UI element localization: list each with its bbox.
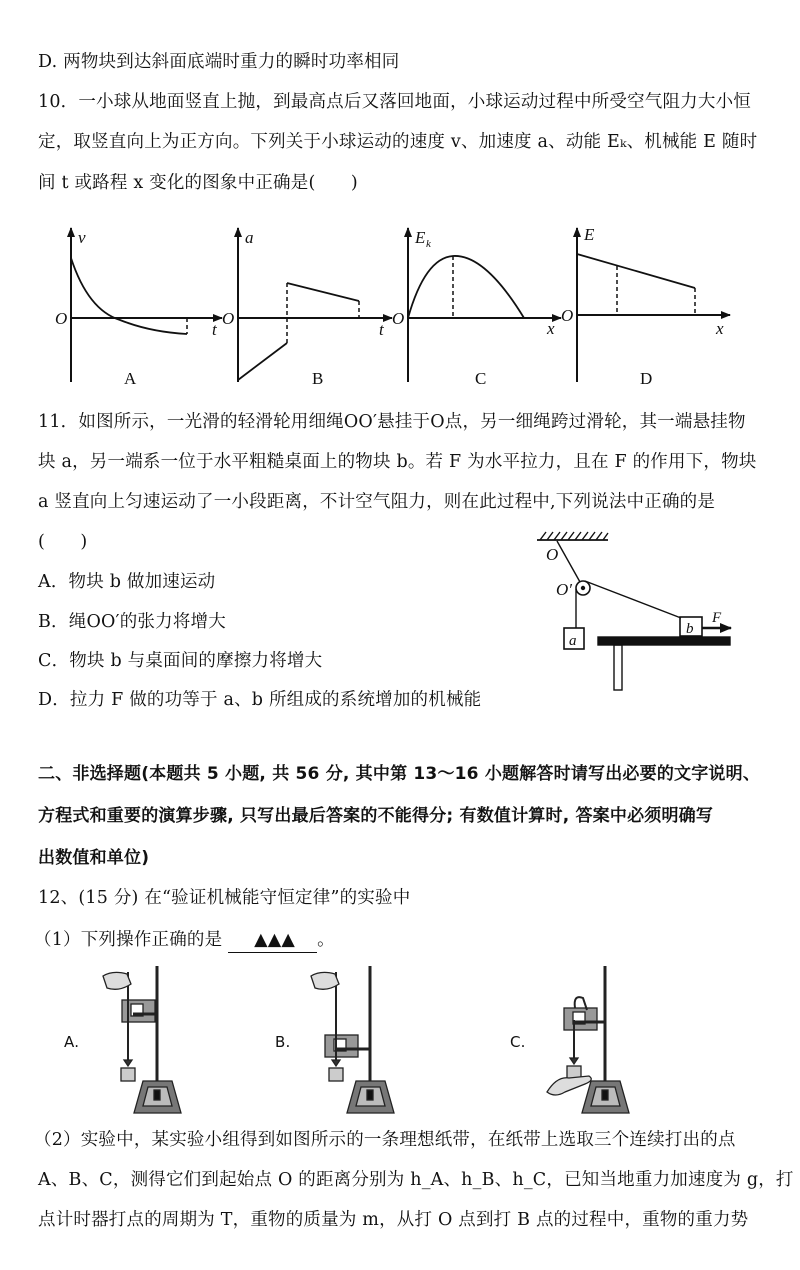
- graph-d-ylabel: E: [584, 225, 595, 244]
- graph-b-xlabel: t: [379, 320, 384, 339]
- graph-d-origin: O: [561, 306, 574, 325]
- section2-line: 出数值和单位): [38, 848, 150, 868]
- q10-line: 定，取竖直向上为正方向。下列关于小球运动的速度 v、加速度 a、动能 Eₖ、机械能 E 随时: [38, 132, 758, 152]
- q11-line: 块 a，另一端系一位于水平粗糙桌面上的物块 b。若 F 为水平拉力，且在 F 的作用下，物块: [38, 452, 757, 472]
- choice-a-label: A.: [64, 1033, 80, 1051]
- q9-option-d: D. 两物块到达斜面底端时重力的瞬时功率相同: [38, 52, 400, 72]
- q11-option-d: D．拉力 F 做的功等于 a、b 所组成的系统增加的机械能: [38, 690, 482, 710]
- apparatus-a: [103, 966, 181, 1113]
- table-top: [598, 637, 730, 645]
- section2-line: 二、非选择题(本题共 5 小题, 共 56 分, 其中第 13～16 小题解答时请写出必要的文字说明、: [38, 764, 761, 784]
- graph-b-origin: O: [222, 309, 235, 328]
- q11-option-c: C．物块 b 与桌面间的摩擦力将增大: [38, 651, 323, 671]
- q12-part1-suffix: 。: [317, 930, 335, 950]
- graph-d-label: D: [640, 369, 653, 388]
- choice-b-label: B.: [275, 1033, 291, 1051]
- graph-a-ylabel: v: [78, 228, 86, 247]
- q11-line: 11．如图所示，一光滑的轻滑轮用细绳OO′悬挂于O点，另一细绳跨过滑轮，其一端悬挂物: [38, 412, 746, 432]
- graph-c: [408, 228, 561, 382]
- block-b-label: b: [686, 621, 694, 637]
- section2-line: 方程式和重要的演算步骤, 只写出最后答案的不能得分; 有数值计算时, 答案中必须明确写: [38, 806, 714, 826]
- pulley-figure: [537, 532, 731, 690]
- q12-part2-line: A、B、C，测得它们到起始点 O 的距离分别为 h_A、h_B、h_C，已知当地重力加速度为 g，打: [38, 1170, 794, 1190]
- graph-a: [71, 228, 222, 382]
- q11-option-b: B．绳OO′的张力将增大: [38, 612, 226, 632]
- point-o-label: O: [546, 545, 559, 564]
- q11-line: a 竖直向上匀速运动了一小段距离，不计空气阻力，则在此过程中,下列说法中正确的是: [38, 492, 716, 512]
- graph-a-origin: O: [55, 309, 68, 328]
- apparatus-b: [311, 966, 394, 1113]
- graph-c-label: C: [475, 369, 487, 388]
- choice-c-label: C.: [510, 1033, 526, 1051]
- q12-part2-line: 点计时器打点的周期为 T，重物的质量为 m，从打 O 点到打 B 点的过程中，重物的重力势: [38, 1210, 749, 1230]
- table-leg: [614, 645, 622, 690]
- graph-c-ysub: k: [426, 238, 431, 250]
- q12-title: 12、(15 分) 在“验证机械能守恒定律”的实验中: [38, 888, 411, 908]
- graph-d: [577, 228, 730, 382]
- graph-b-label: B: [312, 369, 324, 388]
- apparatus-c: [547, 966, 629, 1113]
- q10-line: 间 t 或路程 x 变化的图象中正确是( ): [38, 173, 358, 193]
- graph-c-origin: O: [392, 309, 405, 328]
- q10-line: 10．一小球从地面竖直上抛，到最高点后又落回地面，小球运动过程中所受空气阻力大小恒: [38, 92, 751, 112]
- graph-c-ylabel: E: [415, 228, 426, 247]
- graph-b: [238, 228, 392, 382]
- graph-c-curve: [408, 256, 524, 318]
- graph-a-label: A: [124, 369, 137, 388]
- q12-part1-prefix: （1）下列操作正确的是: [34, 930, 223, 950]
- q11-answer-paren: ( ): [38, 532, 88, 552]
- graph-b-ylabel: a: [245, 228, 254, 247]
- q12-part2-line: （2）实验中，某实验小组得到如图所示的一条理想纸带，在纸带上选取三个连续打出的点: [34, 1130, 736, 1150]
- graph-a-xlabel: t: [212, 320, 217, 339]
- graph-a-curve: [71, 258, 187, 334]
- q12-part1-answer-blank[interactable]: ▲▲▲: [228, 928, 317, 953]
- q12-part1: [34, 928, 335, 953]
- force-label: F: [712, 610, 722, 626]
- q11-option-a: A．物块 b 做加速运动: [38, 572, 216, 592]
- block-a-label: a: [569, 633, 577, 649]
- point-o-prime-label: O′: [556, 580, 572, 599]
- graph-c-xlabel: x: [547, 319, 555, 338]
- graph-d-xlabel: x: [716, 319, 724, 338]
